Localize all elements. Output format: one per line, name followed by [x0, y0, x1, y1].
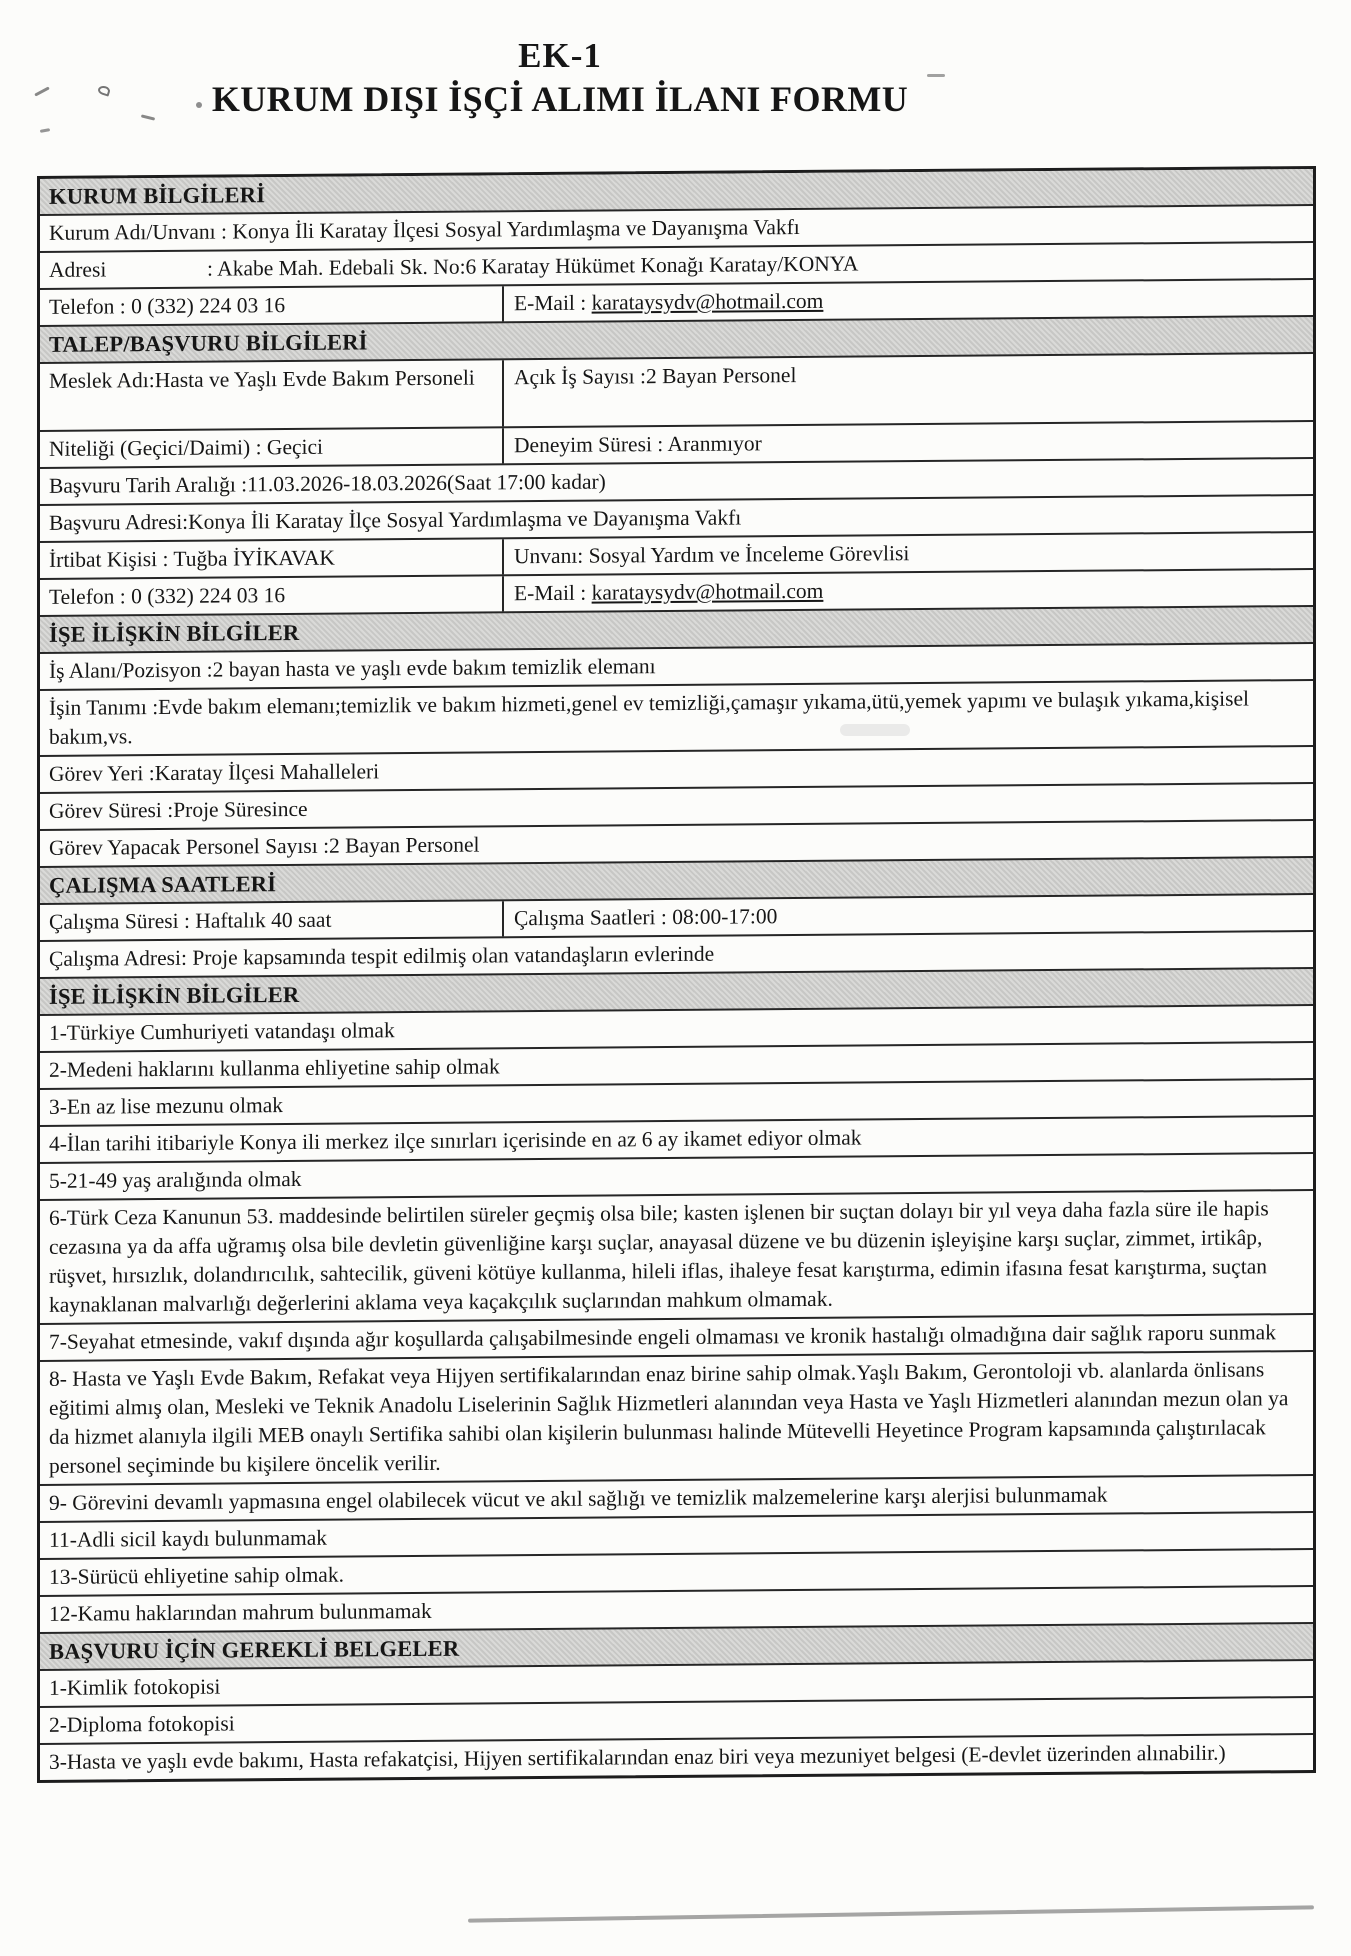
requirement-text: 6-Türk Ceza Kanunun 53. maddesinde belirtilen süreler geçmiş olsa bile; kasten işlenen bir suçtan dolayı bir yıl veya daha fazla süre ile hapis cezasına ya da affa uğramış olsa bile devletin güvenliğine karşı suçlar, anayasal düzene ve bu düzenin işleyişine karşı suçlar, zimmet, irtikâp, rüşvet, hırsızlık, dolandırıcılık, sahtecilik, güveni kötüye kullanma, hileli iflas, ihaleye fesat karıştırma, edimin ifasına fesat karıştırma, suçtan kaynaklanan malvarlığı değerlerini aklama veya kaçakçılık suçlarından mahkum olmamak. — [49, 1196, 1269, 1317]
gorev-yeri-text: Görev Yeri :Karatay İlçesi Mahalleleri — [49, 759, 380, 786]
deneyim-suresi-text: Deneyim Süresi : Aranmıyor — [514, 431, 762, 458]
is-alani-text: İş Alanı/Pozisyon :2 bayan hasta ve yaşlı evde bakım temizlik elemanı — [49, 654, 656, 683]
adresi-label: Adresi — [49, 257, 107, 282]
email-cell — [504, 570, 1313, 611]
row-isin-tanimi — [40, 679, 1313, 755]
scanned-page — [0, 36, 1351, 1774]
telefon-text: Telefon : 0 (332) 224 03 16 — [49, 293, 286, 319]
basvuru-tarih-araligi-text: Başvuru Tarih Aralığı :11.03.2026-18.03.2026(Saat 17:00 kadar) — [49, 469, 606, 498]
requirement-text: 11-Adli sicil kaydı bulunmamak — [49, 1525, 328, 1552]
scan-artifact — [40, 128, 50, 133]
scan-artifact — [196, 102, 202, 108]
calisma-saatleri-text: Çalışma Saatleri : 08:00-17:00 — [514, 904, 778, 931]
calisma-saatleri-cell — [504, 895, 1313, 936]
adresi-value: : Akabe Mah. Edebali Sk. No:6 Karatay Hükümet Konağı Karatay/KONYA — [207, 251, 859, 281]
belge-text: 3-Hasta ve yaşlı evde bakımı, Hasta refakatçisi, Hijyen sertifikalarından enaz biri veya mezuniyet belgesi (E-devlet üzerinden alınabilir.) — [49, 1740, 1226, 1774]
calisma-adresi-text: Çalışma Adresi: Proje kapsamında tespit edilmiş olan vatandaşların evlerinde — [49, 941, 715, 971]
requirement-text: 7-Seyahat etmesinde, vakıf dışında ağır koşullarda çalışabilmesinde engeli olmaması ve kronik hastalığı olmadığına dair sağlık raporu sunmak — [49, 1320, 1276, 1354]
requirement-text: 9- Görevini devamlı yapmasına engel olabilecek vücut ve akıl sağlığı ve temizlik malzemelerine karşı alerjisi bulunmamak — [49, 1482, 1108, 1515]
email-label: E-Mail : — [514, 290, 592, 316]
unvani-text: Unvanı: Sosyal Yardım ve İnceleme Görevlisi — [514, 541, 910, 569]
section-heading-gerekli-belgeler: BAŞVURU İÇİN GEREKLİ BELGELER — [40, 1622, 1313, 1669]
kurum-adi-text: Kurum Adı/Unvanı : Konya İli Karatay İlçesi Sosyal Yardımlaşma ve Dayanışma Vakfı — [49, 215, 800, 245]
section-heading-calisma-saatleri: ÇALIŞMA SAATLERİ — [40, 856, 1313, 903]
meslek-adi-text: Meslek Adı:Hasta ve Yaşlı Evde Bakım Personeli — [49, 365, 475, 393]
form-title: KURUM DIŞI İŞÇİ ALIMI İLANI FORMU — [211, 79, 909, 119]
section-heading-ise-iliskin-bilgiler: İŞE İLİŞKİN BİLGİLER — [40, 605, 1313, 652]
requirement-text: 2-Medeni haklarını kullanma ehliyetine sahip olmak — [49, 1054, 500, 1082]
email-address: karataysydv@hotmail.com — [591, 288, 824, 315]
requirement-text: 4-İlan tarihi itibariyle Konya ili merkez ilçe sınırları içerisinde en az 6 ay ikamet ediyor olmak — [49, 1125, 862, 1156]
acik-is-sayisi-cell — [504, 354, 1313, 426]
gorev-suresi-text: Görev Süresi :Proje Süresince — [49, 796, 308, 823]
row-meslek-acik-is — [40, 352, 1313, 430]
form-code: EK-1 — [518, 36, 602, 75]
requirement-text: 12-Kamu haklarından mahrum bulunmamak — [49, 1598, 432, 1626]
telefon-text: Telefon : 0 (332) 224 03 16 — [49, 583, 286, 609]
belge-text: 2-Diploma fotokopisi — [49, 1711, 235, 1737]
niteligi-cell — [40, 428, 504, 467]
email-label: E-Mail : — [514, 580, 592, 606]
section-heading-kurum-bilgileri: KURUM BİLGİLERİ — [40, 169, 1313, 214]
deneyim-suresi-cell — [504, 422, 1313, 463]
calisma-suresi-text: Çalışma Süresi : Haftalık 40 saat — [49, 907, 332, 934]
telefon-cell — [40, 576, 504, 615]
isin-tanimi-text: İşin Tanımı :Evde bakım elemanı;temizlik ve bakım hizmeti,genel ev temizliği,çamaşır yıkama,ütü,yemek yapımı ve bulaşık yıkama,kişisel bakım,vs. — [49, 686, 1249, 749]
requirement-text: 5-21-49 yaş aralığında olmak — [49, 1166, 302, 1193]
requirement-text: 13-Sürücü ehliyetine sahip olmak. — [49, 1562, 344, 1589]
requirement-text: 3-En az lise mezunu olmak — [49, 1093, 284, 1119]
irtibat-kisisi-text: İrtibat Kişisi : Tuğba İYİKAVAK — [49, 545, 335, 572]
telefon-cell — [40, 286, 504, 325]
form-table — [37, 166, 1316, 1783]
acik-is-sayisi-text: Açık İş Sayısı :2 Bayan Personel — [514, 363, 797, 390]
scan-artifact — [927, 74, 945, 77]
email-cell — [504, 280, 1313, 321]
email-address: karataysydv@hotmail.com — [591, 578, 824, 605]
row-requirement-8 — [40, 1350, 1313, 1484]
section-heading-talep-basvuru: TALEP/BAŞVURU BİLGİLERİ — [40, 315, 1313, 362]
basvuru-adresi-text: Başvuru Adresi:Konya İli Karatay İlçe Sosyal Yardımlaşma ve Dayanışma Vakfı — [49, 505, 742, 535]
scan-shadow-line — [468, 1905, 1314, 1922]
calisma-suresi-cell — [40, 901, 504, 940]
requirement-text: 8- Hasta ve Yaşlı Evde Bakım, Refakat veya Hijyen sertifikalarından enaz birine sahip olmak.Yaşlı Bakım, Gerontoloji vb. alanlarda önlisans eğitimi almış olan, Mesleki ve Teknik Anadolu Liselerinin Sağlık Hizmetleri alanından veya Hasta ve Yaşlı Hizmetleri alanından mezun olan ya da hizmet alanıyla ilgili MEB onaylı Sertifika sahibi olan kişilerin bulunması halinde Mütevelli Heyetince Program kapsamında çalıştırılacak personel seçiminde bu kişilere öncelik verilir. — [49, 1357, 1289, 1478]
belge-text: 1-Kimlik fotokopisi — [49, 1674, 221, 1700]
requirement-text: 1-Türkiye Cumhuriyeti vatandaşı olmak — [49, 1018, 395, 1045]
section-heading-basvuru-sartlari: İŞE İLİŞKİN BİLGİLER — [40, 967, 1313, 1014]
unvani-cell — [504, 533, 1313, 574]
personel-sayisi-text: Görev Yapacak Personel Sayısı :2 Bayan Personel — [49, 832, 480, 860]
meslek-adi-cell — [40, 360, 504, 430]
row-requirement-6 — [40, 1189, 1313, 1323]
niteligi-text: Niteliği (Geçici/Daimi) : Geçici — [49, 434, 324, 461]
irtibat-kisisi-cell — [40, 539, 504, 578]
